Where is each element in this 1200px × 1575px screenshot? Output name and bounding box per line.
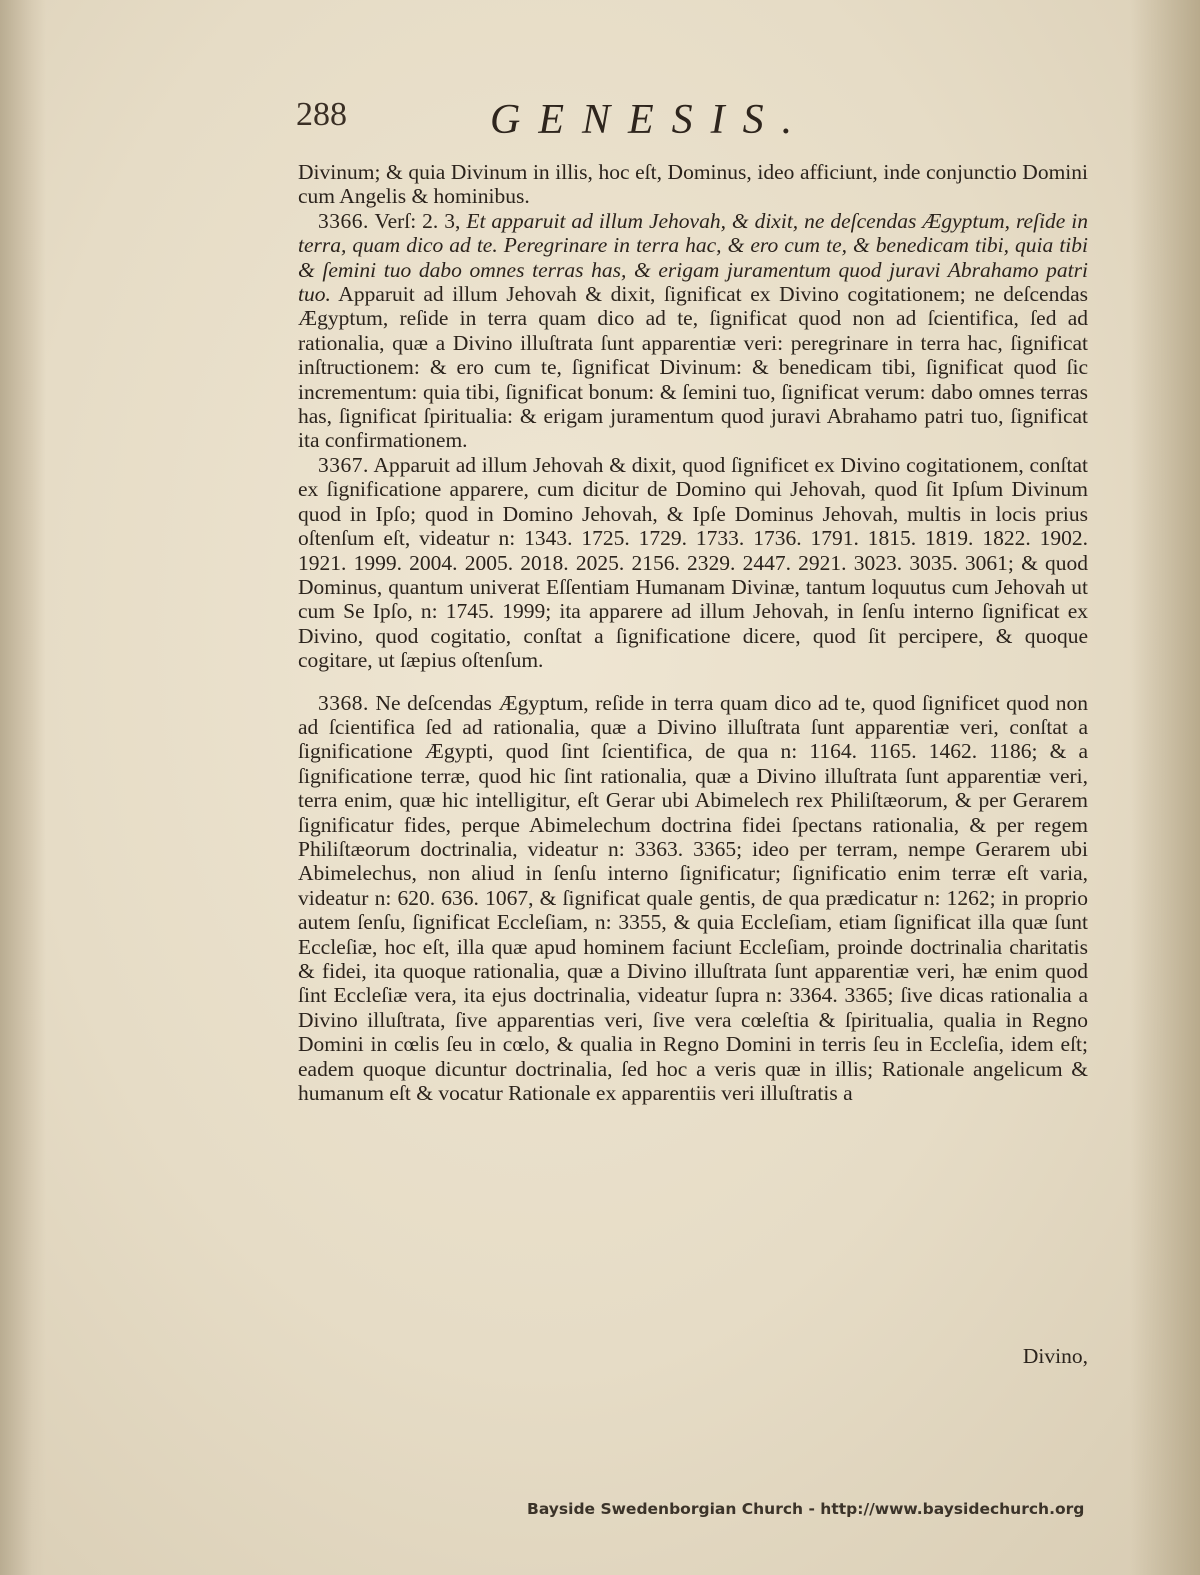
paragraph-number: 3366. (318, 208, 369, 233)
running-head: GENESIS. (490, 97, 811, 143)
footer-watermark: Bayside Swedenborgian Church - http://www.baysidechurch.org (527, 1500, 1085, 1518)
page-number: 288 (296, 96, 347, 133)
paragraph-3367 (298, 453, 1088, 673)
catchword: Divino, (1022, 1344, 1088, 1368)
text-column (298, 160, 1088, 1105)
paragraph-text: Ne deſcendas Ægyptum, reſide in terra quam dico ad te, quod ſignificet quod non ad ſcientifica ſed ad rationalia, quæ a Divino illuſtrata ſunt apparentiæ veri, conſtat a ſignificatione Ægypti, quod ſint ſcientifica, de qua n: 1164. 1165. 1462. 1186; & a ſignificatione terræ, quod hic ſint rationalia, quæ a Divino illuſtrata ſunt apparentiæ veri, terra enim, quæ hic intelligitur, eſt Gerar ubi Abimelech rex Philiſtæorum, & per Gerarem ſignificatur fides, perque Abimelechum doctrina fidei ſpectans rationalia, & per regem Philiſtæorum doctrinalia, videatur n: 3363. 3365; ideo per terram, nempe Gerarem ubi Abimelechus, non aliud in ſenſu interno ſignificatur; ſignificatio enim terræ eſt varia, videatur n: 620. 636. 1067, & ſignificat quale gentis, de qua prædicatur n: 1262; in proprio autem ſenſu, ſignificat Eccleſiam, n: 3355, & quia Eccleſiam, etiam ſignificat illa quæ ſunt Eccleſiæ, hoc eſt, illa quæ apud hominem faciunt Eccleſiam, proinde doctrinalia charitatis & fidei, ita quoque rationalia, quæ a Divino illuſtrata ſunt apparentiæ veri, hæ enim quod ſint Eccleſiæ vera, ita ejus doctrinalia, videatur ſupra n: 3364. 3365; ſive dicas rationalia a Divino illuſtrata, ſive apparentias veri, ſive vera cœleſtia & ſpiritualia, qualia in Regno Domini in cœlis ſeu in cœlo, & qualia in Regno Domini in terris ſeu in Eccleſia, idem eſt; eadem quoque dicuntur doctrinalia, ſed hoc a veris quæ in illis; Rationale angelicum & humanum eſt & vocatur Rationale ex apparentiis veri illuſtratis a (298, 690, 1088, 1106)
paragraph-text: Apparuit ad illum Jehovah & dixit, ſignificat ex Divino cogitationem; ne deſcendas Ægyptum, reſide in terra quam dico ad te, ſignificat quod non ad ſcientifica, ſed ad rationalia, quæ a Divino illuſtrata ſunt apparentiæ veri: peregrinare in terra hac, ſignificat inſtructionem: & ero cum te, ſignificat Divinum: & benedicam tibi, ſignificat quod ſic incrementum: quia tibi, ſignificat bonum: & ſemini tuo, ſignificat verum: dabo omnes terras has, ſignificat ſpiritualia: & erigam juramentum quod juravi Abrahamo patri tuo, ſignificat ita confirmationem. (298, 282, 1088, 453)
paragraph-3366 (298, 209, 1088, 453)
paragraph-number: 3368. (318, 690, 369, 715)
page-gutter-shadow (0, 0, 46, 1575)
paragraph-3368 (298, 691, 1088, 1106)
verse-reference: Verſ: 2. 3, (374, 208, 461, 233)
scripture-quote: Et apparuit ad illum Jehovah, & dixit, ne deſcendas Ægyptum, reſide in terra, quam dico ad te. Peregrinare in terra hac, & ero cum te, & benedicam tibi, quia tibi & ſemini tuo dabo omnes terras has, & erigam juramentum quod juravi Abrahamo patri tuo. (298, 208, 1088, 307)
paragraph-text: Divinum; & quia Divinum in illis, hoc eſt, Dominus, ideo afficiunt, inde conjunctio Domini cum Angelis & hominibus. (298, 160, 1088, 209)
paragraph-text: Apparuit ad illum Jehovah & dixit, quod ſignificet ex Divino cogitationem, conſtat ex ſignificatione apparere, cum dicitur de Domino qui Jehovah, quod ſit Ipſum Divinum quod in Ipſo; quod in Domino Jehovah, & Ipſe Dominus Jehovah, multis in locis prius oſtenſum eſt, videatur n: 1343. 1725. 1729. 1733. 1736. 1791. 1815. 1819. 1822. 1902. 1921. 1999. 2004. 2005. 2018. 2025. 2156. 2329. 2447. 2921. 3023. 3035. 3061; & quod Dominus, quantum univerat Eſſentiam Humanam Divinæ, tantum loquutus cum Jehovah ut cum Se Ipſo, n: 1745. 1999; ita apparere ad illum Jehovah, in ſenſu interno ſignificat ex Divino, quod cogitatio, conſtat a ſignificatione dicere, quod ſit percipere, & quoque cogitare, ut ſæpius oſtenſum. (298, 452, 1088, 673)
paragraph-continuation (298, 160, 1088, 209)
paragraph-number: 3367. (318, 452, 369, 477)
page-edge-shadow (1130, 0, 1200, 1575)
